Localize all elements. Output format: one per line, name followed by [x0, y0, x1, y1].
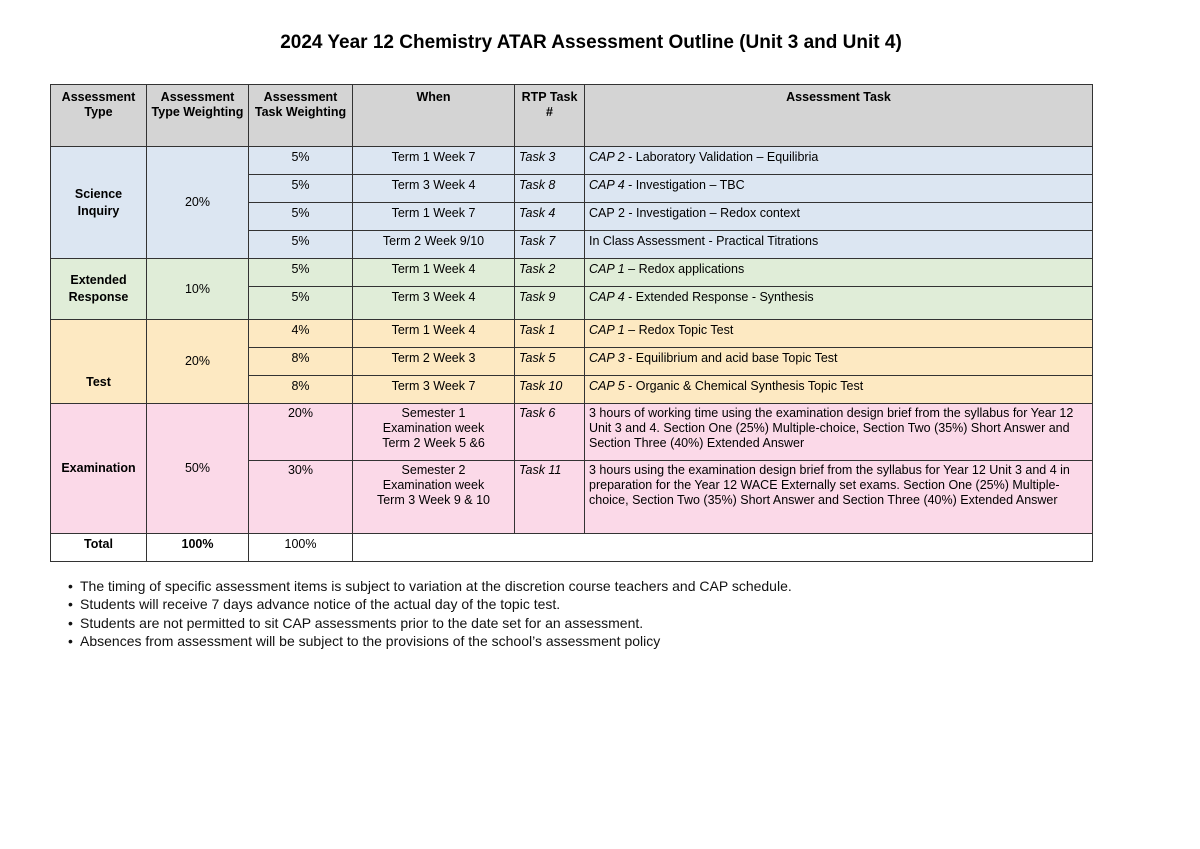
task-when: Term 1 Week 4 — [353, 259, 515, 287]
rtp-task: Task 9 — [515, 287, 585, 320]
rtp-task: Task 4 — [515, 203, 585, 231]
note-text: Students will receive 7 days advance notice of the actual day of the topic test. — [80, 596, 561, 613]
cap-label: CAP 4 — [589, 178, 625, 192]
notes-list — [68, 577, 792, 650]
group-exam-weight: 50% — [147, 404, 249, 534]
cap-label: CAP 1 — [589, 323, 625, 337]
table-row — [51, 259, 1093, 287]
task-description — [585, 231, 1093, 259]
rtp-task: Task 7 — [515, 231, 585, 259]
rtp-task: Task 8 — [515, 175, 585, 203]
header-task-weighting: Assessment Task Weighting — [249, 85, 353, 147]
task-text: In Class Assessment - Practical Titrations — [589, 234, 819, 248]
task-description — [585, 287, 1093, 320]
rtp-task: Task 1 — [515, 320, 585, 348]
header-when: When — [353, 85, 515, 147]
cap-label: CAP 2 — [589, 150, 625, 164]
group-science-weight: 20% — [147, 147, 249, 259]
group-extended-response: Extended Response — [51, 259, 147, 320]
task-description — [585, 348, 1093, 376]
task-weight: 5% — [249, 175, 353, 203]
list-item — [68, 577, 792, 595]
group-extended-weight: 10% — [147, 259, 249, 320]
task-weight: 4% — [249, 320, 353, 348]
task-text: - Equilibrium and acid base Topic Test — [624, 351, 838, 365]
task-weight: 5% — [249, 231, 353, 259]
rtp-task: Task 10 — [515, 376, 585, 404]
cap-label: CAP 4 — [589, 290, 625, 304]
task-text: - Investigation – TBC — [624, 178, 745, 192]
task-weight: 5% — [249, 203, 353, 231]
task-description — [585, 147, 1093, 175]
task-weight: 8% — [249, 376, 353, 404]
rtp-task: Task 2 — [515, 259, 585, 287]
task-weight: 8% — [249, 348, 353, 376]
task-weight: 5% — [249, 147, 353, 175]
task-text: 3 hours using the examination design brief from the syllabus for Year 12 Unit 3 and 4 in preparation for the Year 12 WACE Externally set exams. Section One (25%) Multiple-choice, Section Two (35%) Short Answer and Section Three (40%) Extended Answer — [589, 463, 1070, 507]
bullet-icon: • — [68, 614, 73, 631]
rtp-task: Task 6 — [515, 404, 585, 461]
cap-label: CAP 1 — [589, 262, 625, 276]
task-description — [585, 376, 1093, 404]
task-when — [353, 461, 515, 534]
rtp-task: Task 3 — [515, 147, 585, 175]
header-assessment-type: Assessment Type — [51, 85, 147, 147]
list-item — [68, 632, 792, 650]
note-text: The timing of specific assessment items is subject to variation at the discretion course teachers and CAP schedule. — [80, 578, 792, 594]
when-line: Term 2 Week 5 &6 — [382, 436, 485, 450]
task-weight: 5% — [249, 259, 353, 287]
rtp-task: Task 5 — [515, 348, 585, 376]
cap-label: CAP 3 — [589, 351, 625, 365]
cap-label: CAP 5 — [589, 379, 625, 393]
task-text: – Redox applications — [624, 262, 745, 276]
task-text: - Laboratory Validation – Equilibria — [624, 150, 819, 164]
note-text: Students are not permitted to sit CAP assessments prior to the date set for an assessment. — [80, 614, 644, 631]
task-text: - Organic & Chemical Synthesis Topic Test — [624, 379, 864, 393]
header-row — [51, 85, 1093, 147]
task-weight: 5% — [249, 287, 353, 320]
task-when: Term 2 Week 3 — [353, 348, 515, 376]
table-row — [51, 404, 1093, 461]
assessment-table — [50, 84, 1093, 562]
task-when: Term 1 Week 7 — [353, 203, 515, 231]
task-description — [585, 203, 1093, 231]
task-text: – Redox Topic Test — [624, 323, 734, 337]
task-description — [585, 175, 1093, 203]
task-text: CAP 2 - Investigation – Redox context — [589, 206, 800, 220]
bullet-icon: • — [68, 578, 73, 594]
table-row — [51, 147, 1093, 175]
task-when: Term 2 Week 9/10 — [353, 231, 515, 259]
total-empty-cell — [353, 534, 1093, 562]
list-item — [68, 614, 792, 632]
when-line: Semester 2 — [401, 463, 466, 477]
total-type-weight: 100% — [147, 534, 249, 562]
task-weight: 20% — [249, 404, 353, 461]
task-weight: 30% — [249, 461, 353, 534]
list-item — [68, 595, 792, 613]
group-examination: Examination — [51, 404, 147, 534]
group-test-weight: 20% — [147, 320, 249, 404]
task-when — [353, 404, 515, 461]
task-text: - Extended Response - Synthesis — [624, 290, 814, 304]
task-description — [585, 259, 1093, 287]
when-line: Term 3 Week 9 & 10 — [376, 493, 490, 507]
task-when: Term 3 Week 4 — [353, 175, 515, 203]
task-when: Term 1 Week 4 — [353, 320, 515, 348]
when-line: Examination week — [382, 421, 485, 435]
total-label: Total — [51, 534, 147, 562]
note-text: Absences from assessment will be subject to the provisions of the school’s assessment policy — [80, 632, 661, 649]
header-rtp-task: RTP Task # — [515, 85, 585, 147]
task-text: 3 hours of working time using the examination design brief from the syllabus for Year 12 Unit 3 and 4. Section One (25%) Multiple-choice, Section Two (35%) Short Answer and Section Three (40%) Extended Answer — [589, 406, 1074, 450]
task-when: Term 3 Week 4 — [353, 287, 515, 320]
total-row — [51, 534, 1093, 562]
header-type-weighting: Assessment Type Weighting — [147, 85, 249, 147]
page-title: 2024 Year 12 Chemistry ATAR Assessment Outline (Unit 3 and Unit 4) — [280, 32, 902, 53]
group-test: Test — [51, 320, 147, 404]
rtp-task: Task 11 — [515, 461, 585, 534]
total-task-weight: 100% — [249, 534, 353, 562]
header-assessment-task: Assessment Task — [585, 85, 1093, 147]
when-line: Examination week — [382, 478, 485, 492]
task-description — [585, 461, 1093, 534]
task-when: Term 3 Week 7 — [353, 376, 515, 404]
task-description — [585, 320, 1093, 348]
task-when: Term 1 Week 7 — [353, 147, 515, 175]
bullet-icon: • — [68, 632, 73, 649]
bullet-icon: • — [68, 596, 73, 613]
group-science-inquiry: Science Inquiry — [51, 147, 147, 259]
task-description — [585, 404, 1093, 461]
when-line: Semester 1 — [401, 406, 466, 420]
table-row — [51, 320, 1093, 348]
